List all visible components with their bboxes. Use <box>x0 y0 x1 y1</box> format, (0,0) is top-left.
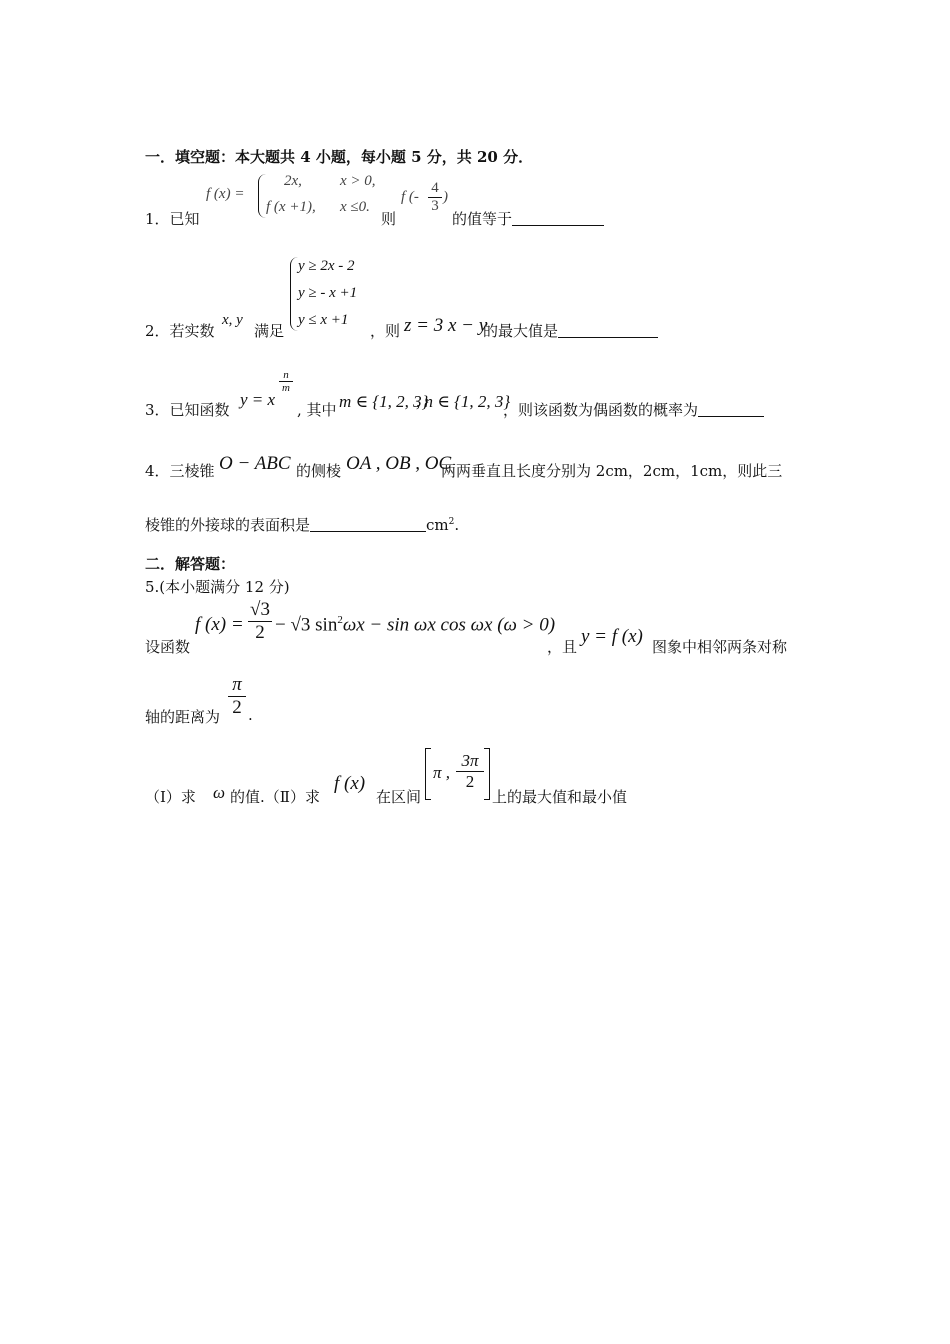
q3-m-set: m ∈ {1, 2, 3} <box>339 392 429 411</box>
q3-exponent <box>279 369 293 394</box>
q5-int-num: 3π <box>461 751 479 770</box>
q5-square: 2 <box>337 614 343 626</box>
q5-part2-tail: 上的最大值和最小值 <box>492 788 628 806</box>
q5-fraction <box>248 599 272 644</box>
q3-label: 3．已知函数 <box>145 401 230 419</box>
q1-case2-cond: x ≤0. <box>340 199 370 215</box>
q3-tail-text: ，则该函数为偶函数的概率为 <box>503 401 699 419</box>
q4-end: . <box>454 516 460 534</box>
q5-int-frac <box>456 751 484 792</box>
q5-fx: f (x) <box>334 773 366 794</box>
q5-part1-tail: 的值.（Ⅱ）求 <box>230 788 320 806</box>
q1-f-of: f (- <box>401 189 419 205</box>
q5-rest: − √3 sin <box>275 614 338 636</box>
q5-right-bracket <box>484 748 490 800</box>
q2-vars: x, y <box>222 312 243 328</box>
q1-case1-expr: 2x, <box>284 173 302 189</box>
q4-line2 <box>145 514 459 535</box>
q3-exp-num: n <box>283 369 289 381</box>
q5-tail: 图象中相邻两条对称 <box>652 638 788 656</box>
q4-label: 4．三棱锥 <box>145 462 215 480</box>
q1-tail <box>452 208 604 229</box>
q1-case2-expr: f (x +1), <box>266 199 316 215</box>
q1-fx: f (x) = <box>206 186 245 202</box>
q5-header: 5.(本小题满分 12 分) <box>145 578 290 596</box>
q5-int-den: 2 <box>456 771 484 792</box>
q5-part1: （Ⅰ）求 <box>145 788 196 806</box>
q5-pi: π <box>232 674 242 695</box>
q5-pi-den: 2 <box>228 696 246 719</box>
q3-answer-blank[interactable] <box>698 402 764 417</box>
q5-f-lhs: f (x) = <box>195 614 244 635</box>
q1-case1-cond: x > 0, <box>340 173 376 189</box>
q1-label: 1．已知 <box>145 210 200 228</box>
q5-period: . <box>248 706 253 724</box>
q2-then: ，则 <box>370 322 401 340</box>
q3-where: , 其中 <box>297 401 337 419</box>
q5-and: ，且 <box>547 638 578 656</box>
q2-label: 2．若实数 <box>145 322 215 340</box>
q1-tail-text: 的值等于 <box>452 210 513 228</box>
section-title-fill-in: 一．填空题：本大题共 4 小题，每小题 5 分，共 20 分． <box>145 148 534 166</box>
q4-mid: 的侧棱 <box>296 462 342 480</box>
q5-rest2: ωx − sin ωx cos ωx (ω > 0) <box>342 614 556 636</box>
q1-close: ) <box>443 189 448 205</box>
q5-interval-label: 在区间 <box>376 788 422 806</box>
section-title-answer: 二．解答题： <box>145 555 236 573</box>
q3-power-base: y = x <box>240 390 276 409</box>
q5-line2: 轴的距离为 <box>145 708 221 726</box>
q1-numerator: 4 <box>431 180 439 196</box>
q5-y-eq: y = f (x) <box>581 626 643 647</box>
q3-tail <box>503 399 764 420</box>
q3-exp-den: m <box>279 381 293 394</box>
q4-pyramid: O − ABC <box>219 453 291 474</box>
q1-fraction <box>428 180 442 215</box>
q2-answer-blank[interactable] <box>558 323 658 338</box>
q1-denominator: 3 <box>428 197 442 215</box>
q4-answer-blank[interactable] <box>310 517 426 532</box>
q5-frac-den: 2 <box>248 621 272 644</box>
q4-edges: OA , OB , OC <box>346 453 452 474</box>
q3-n-set: , n ∈ {1, 2, 3} <box>416 392 511 411</box>
q2-constraint-2: y ≥ - x +1 <box>298 285 358 301</box>
q4-unit-sup: 2 <box>448 517 455 527</box>
q1-answer-blank[interactable] <box>512 211 604 226</box>
q5-frac-num: √3 <box>250 599 270 620</box>
q5-int-pi: π , <box>433 763 451 782</box>
q4-line2-text: 棱锥的外接球的表面积是 <box>145 516 311 534</box>
q5-pi-half <box>228 674 246 719</box>
q2-constraint-1: y ≥ 2x - 2 <box>298 258 355 274</box>
q4-unit: cm <box>426 516 449 534</box>
q2-objective: z = 3 x − y <box>404 315 488 336</box>
q4-tail: 两两垂直且长度分别为 2cm，2cm，1cm，则此三 <box>441 462 783 480</box>
q5-omega: ω <box>213 783 226 802</box>
q5-label: 设函数 <box>145 638 191 656</box>
q2-constraint-3: y ≤ x +1 <box>298 312 349 328</box>
q2-tail <box>483 320 658 341</box>
q5-left-bracket <box>425 748 431 800</box>
q2-satisfy: 满足 <box>254 322 285 340</box>
q2-tail-text: 的最大值是 <box>483 322 559 340</box>
q1-then: 则 <box>381 210 397 228</box>
q5-term <box>275 614 555 636</box>
